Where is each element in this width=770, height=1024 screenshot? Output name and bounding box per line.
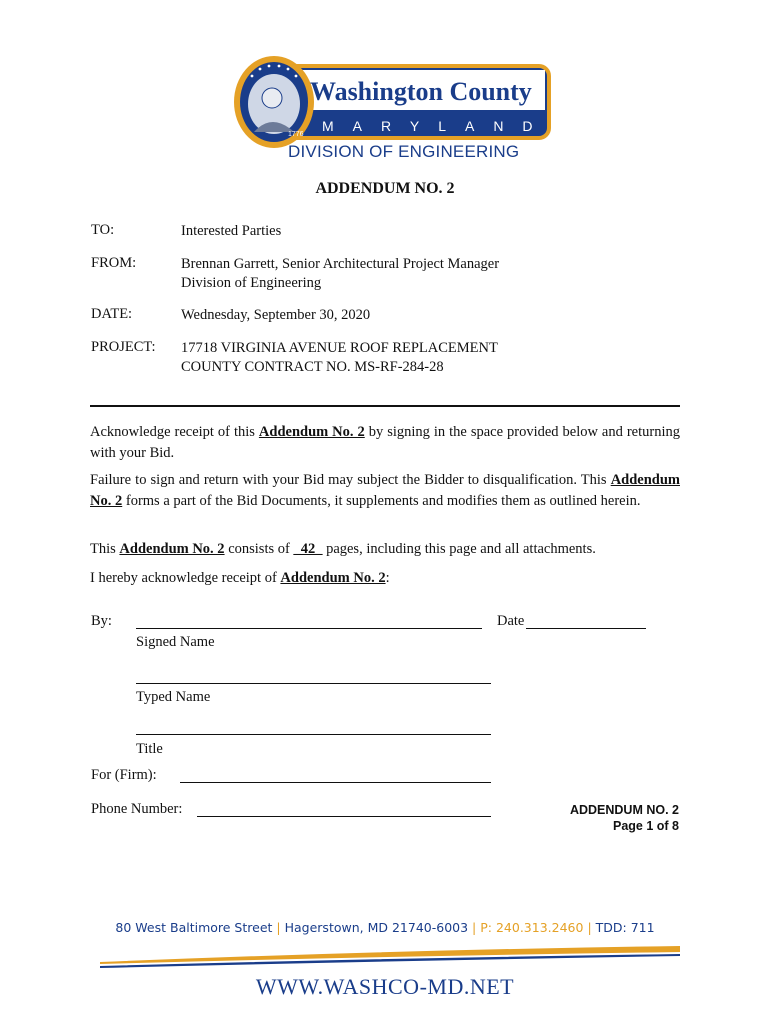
date-label: DATE: (91, 306, 133, 322)
division-heading: DIVISION OF ENGINEERING (288, 142, 520, 161)
document-title: ADDENDUM NO. 2 (315, 180, 455, 197)
phone-label: Phone Number: (91, 801, 183, 817)
footer-swoosh (90, 944, 680, 970)
logo-title: Washington County (310, 77, 532, 106)
footer-address: 80 West Baltimore Street | Hagerstown, MD 21740-6003 | P: 240.313.2460 | TDD: 711 (115, 920, 655, 935)
signed-name-line[interactable] (136, 628, 482, 629)
paragraph-pages: This Addendum No. 2 consists of _42_ pages, including this page and all attachments. (90, 541, 596, 557)
title-caption: Title (136, 741, 163, 757)
svg-text:1776: 1776 (288, 131, 304, 138)
typed-name-line[interactable] (136, 683, 491, 684)
project-label: PROJECT: (91, 339, 156, 355)
page-reference: ADDENDUM NO. 2 Page 1 of 8 (569, 803, 679, 833)
footer-website[interactable]: WWW.WASHCO-MD.NET (255, 974, 515, 999)
phone-line[interactable] (197, 816, 491, 817)
project-value: 17718 VIRGINIA AVENUE ROOF REPLACEMENT COUNTY CONTRACT NO. MS-RF-284-28 (181, 340, 498, 375)
date-value: Wednesday, September 30, 2020 (181, 307, 371, 323)
title-line[interactable] (136, 734, 491, 735)
washington-county-logo (232, 54, 554, 150)
firm-label: For (Firm): (91, 767, 157, 783)
divider-rule (90, 405, 680, 407)
firm-line[interactable] (180, 782, 491, 783)
typed-name-caption: Typed Name (136, 689, 211, 705)
from-label: FROM: (91, 255, 137, 271)
to-value: Interested Parties (181, 223, 282, 239)
paragraph-failure: Failure to sign and return with your Bid may subject the Bidder to disqualification. This Addendum No. 2 forms a part of the Bid Documents, it supplements and modifies them as outlined herein. (90, 472, 680, 509)
to-label: TO: (91, 222, 115, 238)
date-sign-line[interactable] (526, 628, 646, 629)
from-value: Brennan Garrett, Senior Architectural Project Manager Division of Engineering (181, 256, 500, 291)
by-label: By: (91, 613, 112, 629)
logo-state: MARYLAND (322, 118, 552, 134)
paragraph-hereby: I hereby acknowledge receipt of Addendum No. 2: (90, 570, 390, 586)
paragraph-acknowledge: Acknowledge receipt of this Addendum No. 2 by signing in the space provided below and returning with your Bid. (90, 424, 680, 461)
signed-name-caption: Signed Name (136, 634, 215, 650)
date-sign-label: Date (497, 613, 525, 629)
